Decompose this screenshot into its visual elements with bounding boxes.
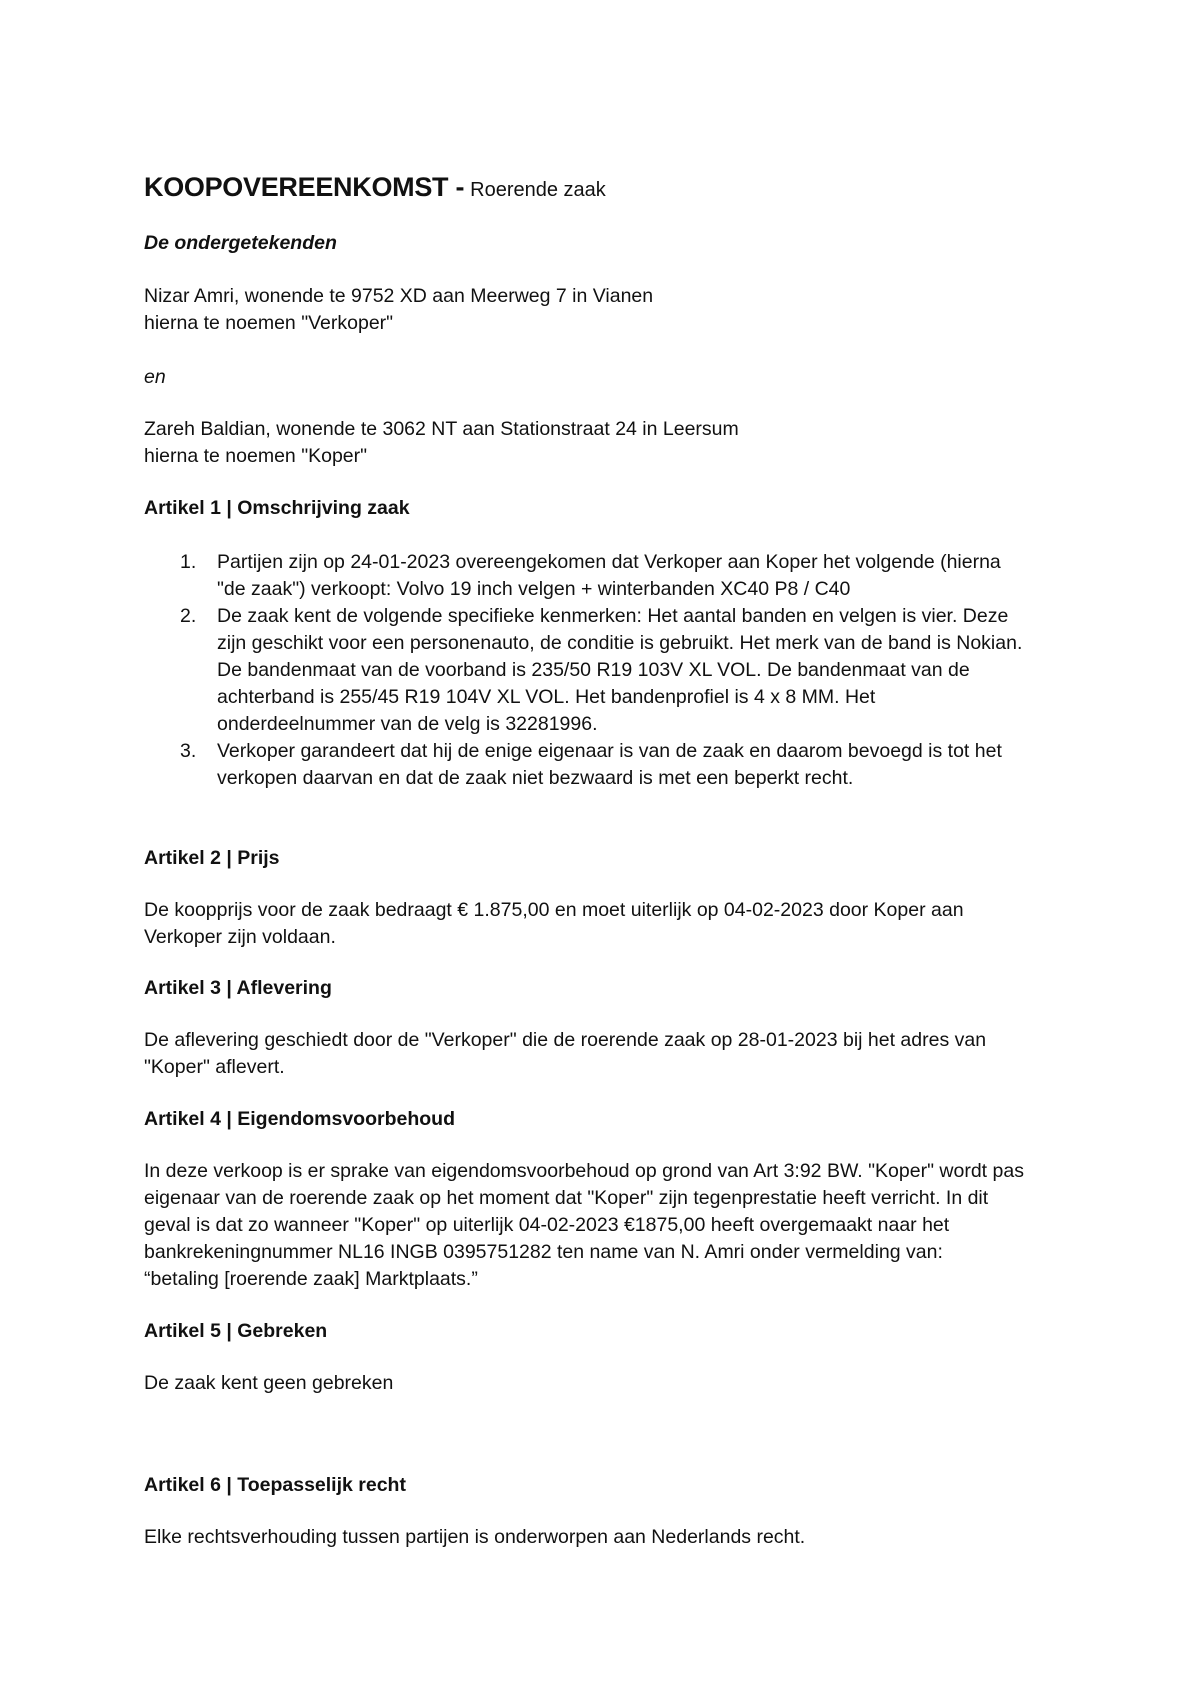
paragraph-line: De zaak kent geen gebreken [144,1372,394,1394]
list-item-number: 1. [180,551,197,573]
article-5-heading: Artikel 5 | Gebreken [144,1320,328,1342]
list-item-line: achterband is 255/45 R19 104V XL VOL. Het bandenprofiel is 4 x 8 MM. Het [217,686,876,708]
paragraph-line: Elke rechtsverhouding tussen partijen is onderworpen aan Nederlands recht. [144,1526,806,1548]
list-item-line: Verkoper garandeert dat hij de enige eigenaar is van de zaak en daarom bevoegd is tot het [217,740,1002,762]
list-item-line: zijn geschikt voor een personenauto, de conditie is gebruikt. Het merk van de band is Nokian. [217,632,1023,654]
parties-heading: De ondergetekenden [144,232,337,254]
paragraph-line: geval is dat zo wanneer "Koper" op uiterlijk 04-02-2023 €1875,00 heeft overgemaakt naar het [144,1214,950,1236]
paragraph-line: bankrekeningnummer NL16 INGB 0395751282 ten name van N. Amri onder vermelding van: [144,1241,943,1263]
document-title [144,172,606,203]
seller-designation: hierna te noemen "Verkoper" [144,312,394,334]
seller-address: Nizar Amri, wonende te 9752 XD aan Meerweg 7 in Vianen [144,285,654,307]
article-4-heading: Artikel 4 | Eigendomsvoorbehoud [144,1108,456,1130]
paragraph-line: “betaling [roerende zaak] Marktplaats.” [144,1268,478,1290]
list-item-line: Partijen zijn op 24-01-2023 overeengekomen dat Verkoper aan Koper het volgende (hierna [217,551,1001,573]
conjunction: en [144,366,166,388]
paragraph-line: In deze verkoop is er sprake van eigendomsvoorbehoud op grond van Art 3:92 BW. "Koper" wordt pas [144,1160,1024,1182]
list-item-line: De zaak kent de volgende specifieke kenmerken: Het aantal banden en velgen is vier. Deze [217,605,1009,627]
list-item-line: De bandenmaat van de voorband is 235/50 R19 103V XL VOL. De bandenmaat van de [217,659,970,681]
article-1-heading: Artikel 1 | Omschrijving zaak [144,497,410,519]
list-item-number: 2. [180,605,197,627]
buyer-designation: hierna te noemen "Koper" [144,445,368,467]
title-subtitle: Roerende zaak [470,179,606,201]
list-item-line: "de zaak") verkoopt: Volvo 19 inch velgen + winterbanden XC40 P8 / C40 [217,578,851,600]
paragraph-line: "Koper" aflevert. [144,1056,285,1078]
paragraph-line: De koopprijs voor de zaak bedraagt € 1.875,00 en moet uiterlijk op 04-02-2023 door Koper aan [144,899,964,921]
buyer-address: Zareh Baldian, wonende te 3062 NT aan Stationstraat 24 in Leersum [144,418,739,440]
article-6-heading: Artikel 6 | Toepasselijk recht [144,1474,406,1496]
paragraph-line: Verkoper zijn voldaan. [144,926,336,948]
list-item-number: 3. [180,740,197,762]
list-item-line: onderdeelnummer van de velg is 32281996. [217,713,598,735]
article-2-heading: Artikel 2 | Prijs [144,847,280,869]
article-3-heading: Artikel 3 | Aflevering [144,977,332,999]
paragraph-line: De aflevering geschiedt door de "Verkoper" die de roerende zaak op 28-01-2023 bij het adres van [144,1029,987,1051]
list-item-line: verkopen daarvan en dat de zaak niet bezwaard is met een beperkt recht. [217,767,854,789]
paragraph-line: eigenaar van de roerende zaak op het moment dat "Koper" zijn tegenprestatie heeft verricht. In dit [144,1187,989,1209]
title-main: KOOPOVEREENKOMST - [144,172,465,202]
